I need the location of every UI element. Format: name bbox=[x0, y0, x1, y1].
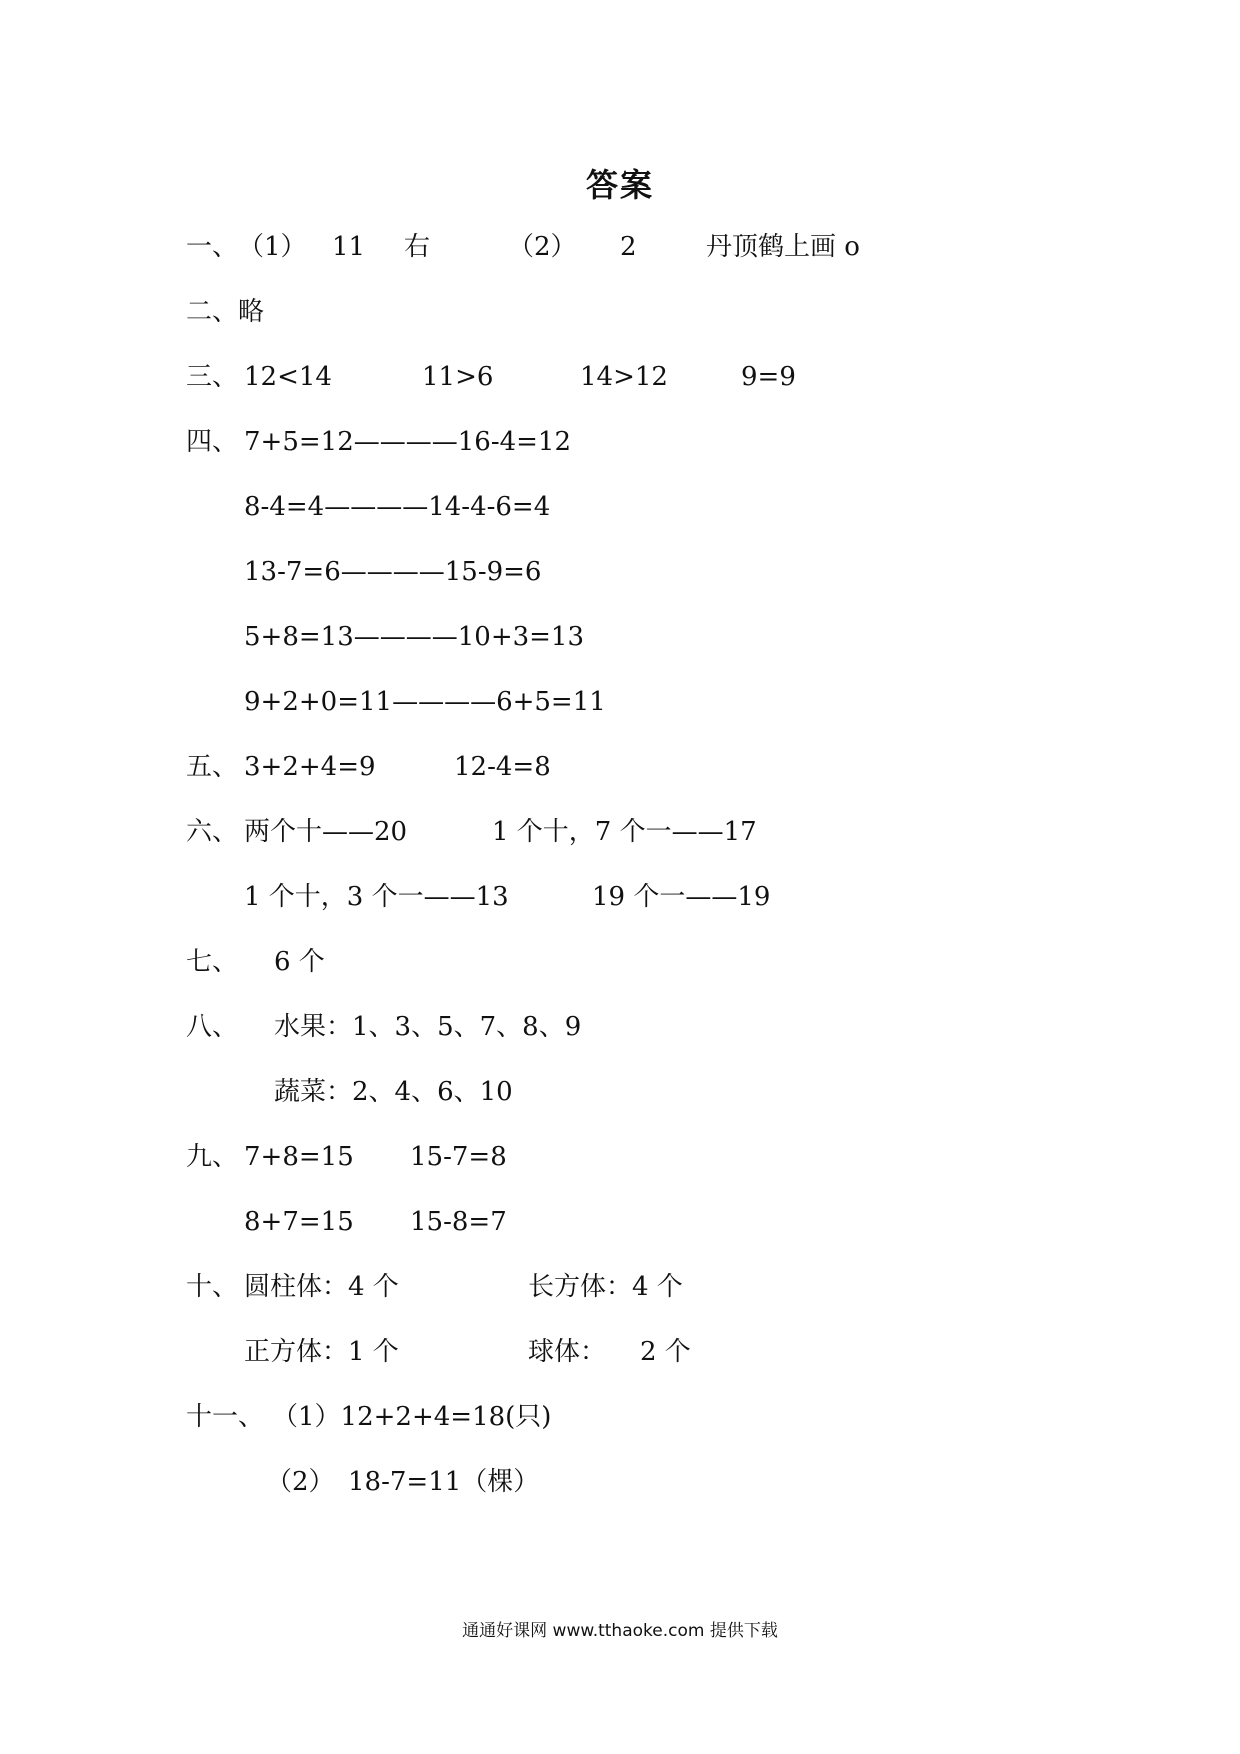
item-label: 三、 bbox=[186, 362, 239, 392]
answer-text: 蔬菜：2、4、6、10 bbox=[274, 1077, 513, 1107]
answer-text: 13-7=6————15-9=6 bbox=[244, 557, 542, 587]
answer-text: 正方体：1 个 bbox=[244, 1337, 399, 1367]
answer-text: 1 个十，7 个一——17 bbox=[492, 817, 757, 847]
item-label: 二、 bbox=[186, 297, 239, 327]
answer-text: 右 bbox=[404, 232, 431, 262]
page-footer: 通通好课网 www.tthaoke.com 提供下载 bbox=[462, 1621, 778, 1641]
answer-text: 9+2+0=11————6+5=11 bbox=[244, 687, 606, 717]
answer-text: （1）12+2+4=18(只) bbox=[272, 1402, 552, 1432]
answer-text: 1 个十，3 个一——13 bbox=[244, 882, 509, 912]
answer-text: 11>6 bbox=[422, 362, 494, 392]
answer-text: 长方体：4 个 bbox=[528, 1272, 683, 1302]
item-label: 五、 bbox=[186, 752, 239, 782]
item-label: 六、 bbox=[186, 817, 239, 847]
item-label: 一、 bbox=[186, 232, 239, 262]
answer-text: 略 bbox=[238, 297, 265, 327]
answer-text: 两个十——20 bbox=[244, 817, 408, 847]
item-label: 八、 bbox=[186, 1012, 239, 1042]
answer-text: 3+2+4=9 bbox=[244, 752, 376, 782]
answer-text: 15-8=7 bbox=[410, 1207, 507, 1237]
answer-text: 6 个 bbox=[274, 947, 325, 977]
answer-text: 8+7=15 bbox=[244, 1207, 354, 1237]
answer-text: 14>12 bbox=[580, 362, 668, 392]
answer-text: 9=9 bbox=[741, 362, 796, 392]
answer-text: 圆柱体：4 个 bbox=[244, 1272, 399, 1302]
answer-text: 2 bbox=[620, 232, 637, 262]
answer-text: 5+8=13————10+3=13 bbox=[244, 622, 585, 652]
answer-text: 7+5=12————16-4=12 bbox=[244, 427, 572, 457]
answer-text: 丹顶鹤上画 o bbox=[706, 232, 860, 262]
answer-text: 19 个一——19 bbox=[592, 882, 771, 912]
answer-text: 水果：1、3、5、7、8、9 bbox=[274, 1012, 582, 1042]
item-label: 十、 bbox=[186, 1272, 239, 1302]
answer-text: 12<14 bbox=[244, 362, 332, 392]
item-label: 四、 bbox=[186, 427, 239, 457]
answer-text: 球体： bbox=[528, 1337, 607, 1367]
answer-text: （2） bbox=[508, 232, 577, 262]
answer-text: 12-4=8 bbox=[454, 752, 551, 782]
page-title: 答案 bbox=[585, 166, 654, 204]
item-label: 十一、 bbox=[186, 1402, 265, 1432]
answer-text: （2） bbox=[266, 1467, 335, 1497]
answer-text: 18-7=11（棵） bbox=[348, 1467, 540, 1497]
answer-text: 11 bbox=[332, 232, 366, 262]
answer-text: 2 个 bbox=[640, 1337, 691, 1367]
answer-text: 15-7=8 bbox=[410, 1142, 507, 1172]
answer-text: 8-4=4————14-4-6=4 bbox=[244, 492, 551, 522]
item-label: 九、 bbox=[186, 1142, 239, 1172]
answer-text: 7+8=15 bbox=[244, 1142, 354, 1172]
item-label: 七、 bbox=[186, 947, 239, 977]
answer-text: （1） bbox=[238, 232, 307, 262]
